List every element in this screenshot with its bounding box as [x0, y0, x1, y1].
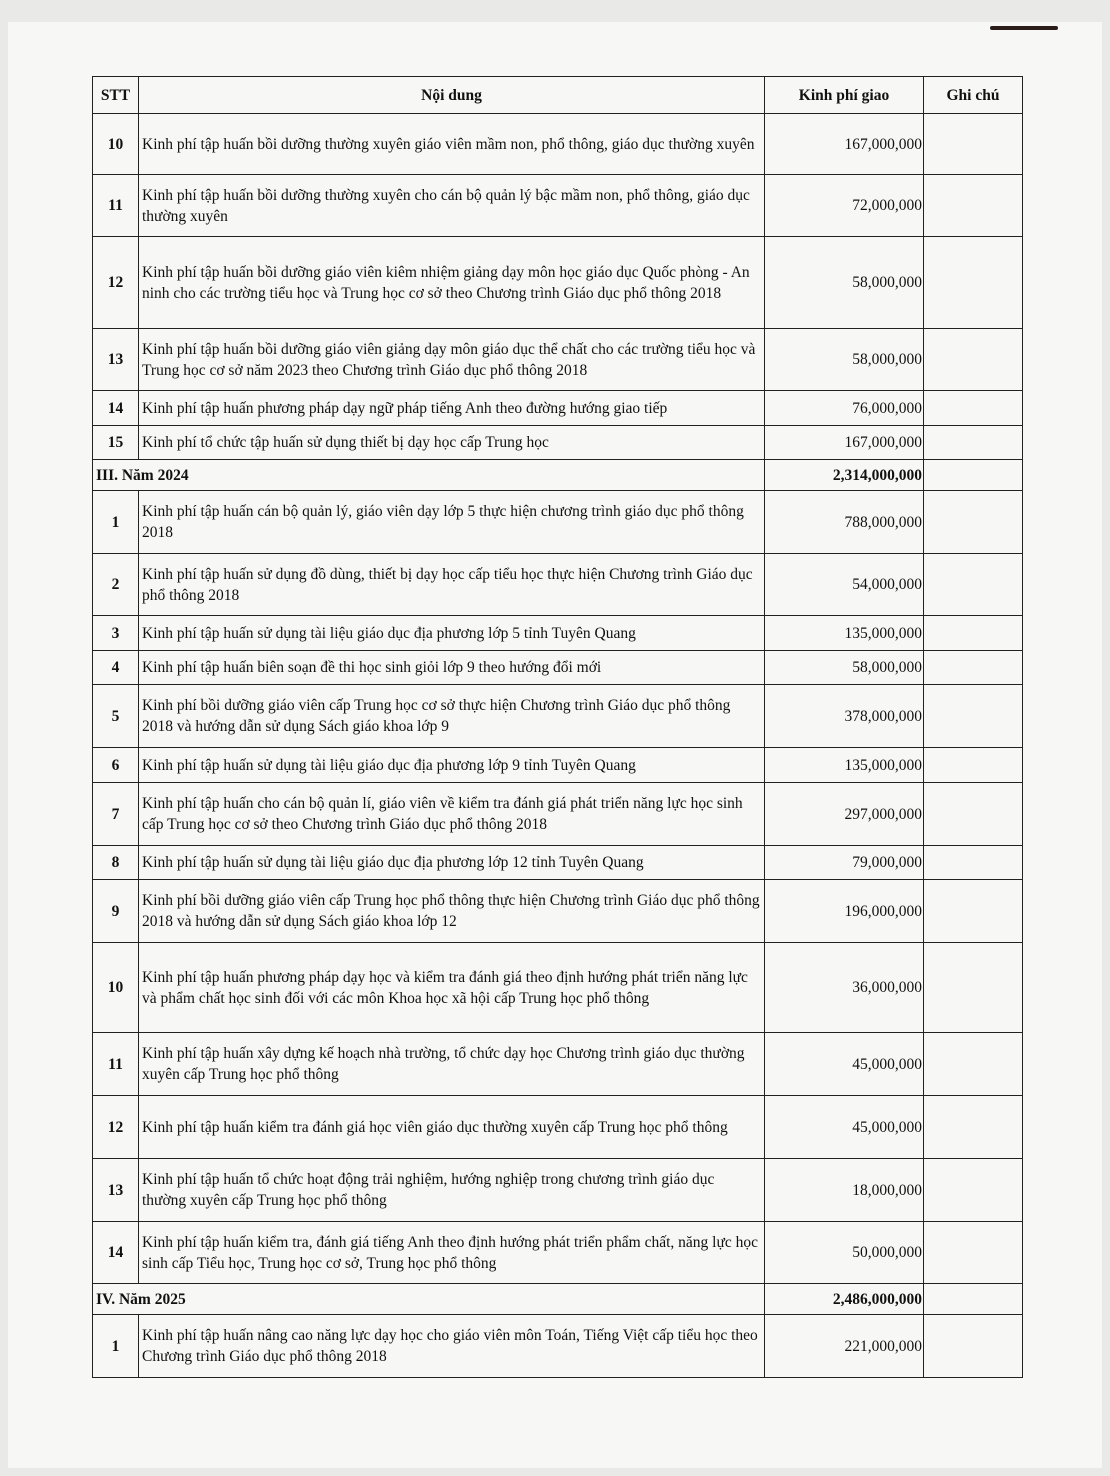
amount-cell: 788,000,000 — [765, 491, 924, 554]
budget-table — [92, 76, 1023, 1378]
content-cell: Kinh phí tập huấn sử dụng tài liệu giáo dục địa phương lớp 5 tỉnh Tuyên Quang — [139, 616, 765, 651]
amount-cell: 58,000,000 — [765, 329, 924, 391]
amount-cell: 135,000,000 — [765, 748, 924, 783]
stt-cell: 12 — [93, 1096, 139, 1159]
table-row — [93, 554, 1023, 616]
table-row — [93, 426, 1023, 460]
note-cell — [924, 943, 1023, 1033]
amount-cell: 167,000,000 — [765, 426, 924, 460]
stt-cell: 1 — [93, 1315, 139, 1378]
note-cell — [924, 554, 1023, 616]
header-amount: Kinh phí giao — [765, 77, 924, 114]
note-cell — [924, 1096, 1023, 1159]
amount-cell: 196,000,000 — [765, 880, 924, 943]
amount-cell: 297,000,000 — [765, 783, 924, 846]
stt-cell: 9 — [93, 880, 139, 943]
note-cell — [924, 491, 1023, 554]
note-cell — [924, 748, 1023, 783]
note-cell — [924, 175, 1023, 237]
table-body — [93, 114, 1023, 1378]
table-row — [93, 391, 1023, 426]
stt-cell: 10 — [93, 943, 139, 1033]
amount-cell: 221,000,000 — [765, 1315, 924, 1378]
note-cell — [924, 329, 1023, 391]
amount-cell: 54,000,000 — [765, 554, 924, 616]
note-cell — [924, 1284, 1023, 1315]
section-label: IV. Năm 2025 — [93, 1284, 765, 1315]
table-row — [93, 1159, 1023, 1222]
table-row — [93, 1033, 1023, 1096]
amount-cell: 135,000,000 — [765, 616, 924, 651]
content-cell: Kinh phí tập huấn cán bộ quản lý, giáo viên dạy lớp 5 thực hiện chương trình giáo dục phổ thông 2018 — [139, 491, 765, 554]
table-header-row — [93, 77, 1023, 114]
stt-cell: 4 — [93, 651, 139, 685]
amount-cell: 58,000,000 — [765, 237, 924, 329]
amount-cell: 79,000,000 — [765, 846, 924, 880]
stt-cell: 3 — [93, 616, 139, 651]
stt-cell: 8 — [93, 846, 139, 880]
amount-cell: 167,000,000 — [765, 114, 924, 175]
content-cell: Kinh phí tập huấn cho cán bộ quản lí, giáo viên về kiểm tra đánh giá phát triển năng lực học sinh cấp Trung học cơ sở theo Chương trình Giáo dục phổ thông 2018 — [139, 783, 765, 846]
content-cell: Kinh phí tập huấn bồi dưỡng giáo viên kiêm nhiệm giảng dạy môn học giáo dục Quốc phòng - An ninh cho các trường tiểu học và Trung học cơ sở theo Chương trình Giáo dục phổ thông 2018 — [139, 237, 765, 329]
content-cell: Kinh phí tập huấn bồi dưỡng giáo viên giảng dạy môn giáo dục thể chất cho các trường tiểu học và Trung học cơ sở năm 2023 theo Chương trình Giáo dục phổ thông 2018 — [139, 329, 765, 391]
note-cell — [924, 1315, 1023, 1378]
note-cell — [924, 783, 1023, 846]
table-row — [93, 491, 1023, 554]
stt-cell: 7 — [93, 783, 139, 846]
content-cell: Kinh phí tập huấn bồi dưỡng thường xuyên giáo viên mầm non, phổ thông, giáo dục thường xuyên — [139, 114, 765, 175]
content-cell: Kinh phí tập huấn kiểm tra đánh giá học viên giáo dục thường xuyên cấp Trung học phổ thông — [139, 1096, 765, 1159]
note-cell — [924, 846, 1023, 880]
section-total: 2,486,000,000 — [765, 1284, 924, 1315]
note-cell — [924, 391, 1023, 426]
amount-cell: 72,000,000 — [765, 175, 924, 237]
content-cell: Kinh phí bồi dưỡng giáo viên cấp Trung học phổ thông thực hiện Chương trình Giáo dục phổ thông 2018 và hướng dẫn sử dụng Sách giáo khoa lớp 12 — [139, 880, 765, 943]
note-cell — [924, 1159, 1023, 1222]
content-cell: Kinh phí tập huấn biên soạn đề thi học sinh giỏi lớp 9 theo hướng đổi mới — [139, 651, 765, 685]
stt-cell: 2 — [93, 554, 139, 616]
content-cell: Kinh phí tập huấn phương pháp dạy học và kiểm tra đánh giá theo định hướng phát triển năng lực và phẩm chất học sinh đối với các môn Khoa học xã hội cấp Trung học phổ thông — [139, 943, 765, 1033]
section-row — [93, 460, 1023, 491]
note-cell — [924, 616, 1023, 651]
amount-cell: 18,000,000 — [765, 1159, 924, 1222]
stt-cell: 13 — [93, 329, 139, 391]
stt-cell: 11 — [93, 175, 139, 237]
note-cell — [924, 1222, 1023, 1284]
amount-cell: 45,000,000 — [765, 1096, 924, 1159]
table-row — [93, 846, 1023, 880]
table-row — [93, 114, 1023, 175]
note-cell — [924, 460, 1023, 491]
content-cell: Kinh phí tổ chức tập huấn sử dụng thiết bị dạy học cấp Trung học — [139, 426, 765, 460]
table-row — [93, 943, 1023, 1033]
table-row — [93, 329, 1023, 391]
amount-cell: 36,000,000 — [765, 943, 924, 1033]
amount-cell: 50,000,000 — [765, 1222, 924, 1284]
stt-cell: 1 — [93, 491, 139, 554]
content-cell: Kinh phí tập huấn xây dựng kế hoạch nhà trường, tổ chức dạy học Chương trình giáo dục thường xuyên cấp Trung học phổ thông — [139, 1033, 765, 1096]
content-cell: Kinh phí tập huấn nâng cao năng lực dạy học cho giáo viên môn Toán, Tiếng Việt cấp tiểu học theo Chương trình Giáo dục phổ thông 2018 — [139, 1315, 765, 1378]
stt-cell: 14 — [93, 1222, 139, 1284]
content-cell: Kinh phí tập huấn sử dụng tài liệu giáo dục địa phương lớp 12 tỉnh Tuyên Quang — [139, 846, 765, 880]
stt-cell: 11 — [93, 1033, 139, 1096]
content-cell: Kinh phí bồi dưỡng giáo viên cấp Trung học cơ sở thực hiện Chương trình Giáo dục phổ thông 2018 và hướng dẫn sử dụng Sách giáo khoa lớp 9 — [139, 685, 765, 748]
stt-cell: 14 — [93, 391, 139, 426]
note-cell — [924, 114, 1023, 175]
note-cell — [924, 685, 1023, 748]
table-row — [93, 1222, 1023, 1284]
content-cell: Kinh phí tập huấn phương pháp dạy ngữ pháp tiếng Anh theo đường hướng giao tiếp — [139, 391, 765, 426]
table-row — [93, 748, 1023, 783]
header-content: Nội dung — [139, 77, 765, 114]
table-row — [93, 651, 1023, 685]
table-row — [93, 237, 1023, 329]
stt-cell: 10 — [93, 114, 139, 175]
table-row — [93, 616, 1023, 651]
table-row — [93, 1096, 1023, 1159]
amount-cell: 45,000,000 — [765, 1033, 924, 1096]
table-row — [93, 1315, 1023, 1378]
amount-cell: 58,000,000 — [765, 651, 924, 685]
pen-mark — [990, 26, 1058, 30]
stt-cell: 15 — [93, 426, 139, 460]
stt-cell: 13 — [93, 1159, 139, 1222]
table-row — [93, 175, 1023, 237]
note-cell — [924, 1033, 1023, 1096]
content-cell: Kinh phí tập huấn tổ chức hoạt động trải nghiệm, hướng nghiệp trong chương trình giáo dục thường xuyên cấp Trung học phổ thông — [139, 1159, 765, 1222]
table-row — [93, 783, 1023, 846]
content-cell: Kinh phí tập huấn kiểm tra, đánh giá tiếng Anh theo định hướng phát triển phẩm chất, năng lực học sinh cấp Tiểu học, Trung học cơ sở, Trung học phổ thông — [139, 1222, 765, 1284]
note-cell — [924, 651, 1023, 685]
amount-cell: 76,000,000 — [765, 391, 924, 426]
stt-cell: 12 — [93, 237, 139, 329]
header-note: Ghi chú — [924, 77, 1023, 114]
stt-cell: 6 — [93, 748, 139, 783]
section-total: 2,314,000,000 — [765, 460, 924, 491]
note-cell — [924, 237, 1023, 329]
stt-cell: 5 — [93, 685, 139, 748]
note-cell — [924, 880, 1023, 943]
note-cell — [924, 426, 1023, 460]
header-stt: STT — [93, 77, 139, 114]
section-row — [93, 1284, 1023, 1315]
content-cell: Kinh phí tập huấn bồi dưỡng thường xuyên cho cán bộ quản lý bậc mầm non, phổ thông, giáo dục thường xuyên — [139, 175, 765, 237]
table-row — [93, 880, 1023, 943]
amount-cell: 378,000,000 — [765, 685, 924, 748]
table-row — [93, 685, 1023, 748]
content-cell: Kinh phí tập huấn sử dụng tài liệu giáo dục địa phương lớp 9 tỉnh Tuyên Quang — [139, 748, 765, 783]
content-cell: Kinh phí tập huấn sử dụng đồ dùng, thiết bị dạy học cấp tiểu học thực hiện Chương trình Giáo dục phổ thông 2018 — [139, 554, 765, 616]
section-label: III. Năm 2024 — [93, 460, 765, 491]
